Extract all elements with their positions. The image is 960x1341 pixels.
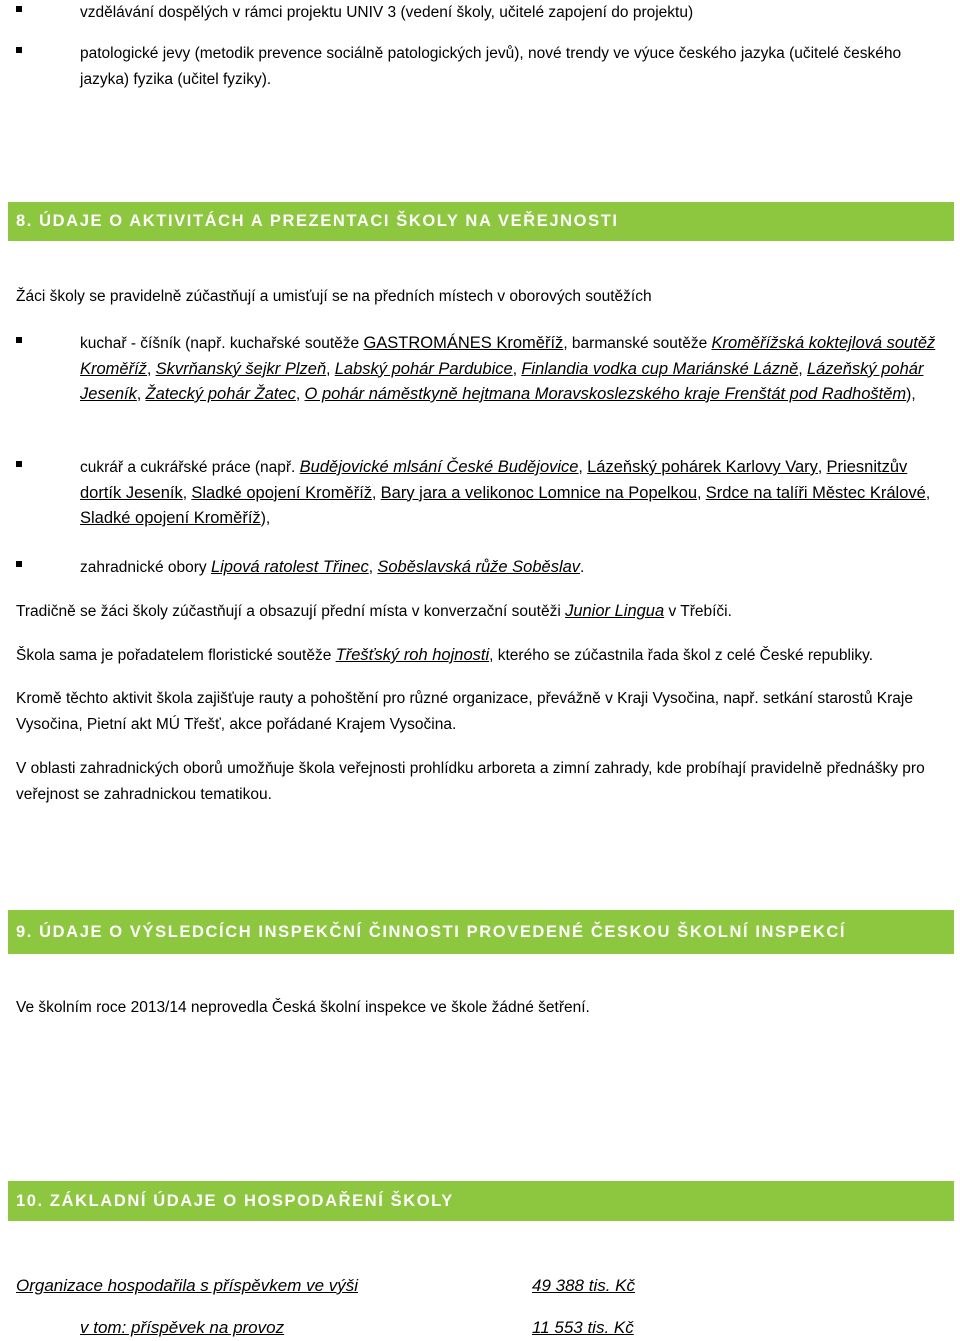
competition-link[interactable]: GASTROMÁNES Kroměříž [363, 334, 564, 352]
text: ), [260, 510, 271, 527]
separator: , [368, 559, 378, 576]
finance-operation-value: 11 553 tis. Kč [532, 1318, 634, 1337]
list-item [16, 41, 946, 92]
competition-link[interactable]: Žatecký pohár Žatec [145, 385, 296, 403]
list-item-text [80, 455, 946, 532]
section-8-heading-text: 8. ÚDAJE O AKTIVITÁCH A PREZENTACI ŠKOLY NA VEŘEJNOSTI [16, 212, 619, 230]
separator: , [295, 386, 305, 403]
separator: , [697, 484, 706, 502]
text: ), [906, 386, 916, 403]
separator: , [578, 459, 588, 476]
bullet-icon [16, 47, 22, 53]
list-item-text [80, 555, 946, 581]
separator: , [182, 484, 192, 502]
competition-link[interactable]: Skvrňanský šejkr Plzeň [155, 359, 327, 378]
competition-link[interactable]: Labský pohár Pardubice [334, 359, 513, 378]
competition-link[interactable]: O pohár náměstkyně hejtmana Moravskoslezského kraje Frenštát pod Radhoštěm [304, 385, 907, 403]
competition-link[interactable]: Lázeňský pohár Jeseník [80, 359, 924, 403]
separator: , [798, 360, 807, 378]
bullet-icon [16, 337, 22, 343]
text: Škola sama je pořadatelem floristické soutěže [16, 647, 336, 664]
text: . [580, 559, 585, 576]
text: zahradnické obory [80, 559, 211, 576]
separator: , [146, 360, 156, 378]
list-item-cook [16, 331, 946, 408]
competition-link[interactable]: Finlandia vodka cup Mariánské Lázně [521, 359, 799, 378]
section-8-heading [8, 202, 954, 241]
paragraph-arboretum: V oblasti zahradnických oborů umožňuje škola veřejnosti prohlídku arboreta a zimní zahrady, kde probíhají pravidelně přednášky pro veřejnost se zahradnickou tematikou. [16, 760, 925, 803]
section-9-heading [8, 910, 954, 954]
list-item-gardening [16, 555, 946, 581]
list-item-confectioner [16, 455, 946, 532]
list-item-text: vzdělávání dospělých v rámci projektu UNIV 3 (vedení školy, učitelé zapojení do projektu) [80, 4, 694, 21]
finance-total-value: 49 388 tis. Kč [532, 1276, 636, 1295]
competition-link[interactable]: Třešťský roh hojnosti [335, 646, 490, 664]
competition-link[interactable]: Sladké opojení Kroměříž [80, 509, 261, 527]
text: cukrář a cukrářské práce (např. [80, 459, 300, 476]
text: , barmanské soutěže [563, 335, 712, 352]
text: v Třebíči. [664, 603, 732, 620]
paragraph-floristry [16, 642, 946, 669]
list-item [16, 0, 946, 26]
finance-total-label: Organizace hospodařila s příspěvkem ve výši [16, 1276, 359, 1295]
section-9-text: Ve školním roce 2013/14 neprovedla Česká školní inspekce ve škole žádné šetření. [16, 999, 590, 1016]
competition-link[interactable]: Soběslavská růže Soběslav [377, 558, 581, 576]
competition-link[interactable]: Srdce na talíři Městec Králové [705, 483, 926, 502]
competition-link[interactable]: Lipová ratolest Třinec [210, 558, 369, 576]
paragraph-catering: Kromě těchto aktivit škola zajišťuje rauty a pohoštění pro různé organizace, převážně v Kraji Vysočina, např. setkání starostů Kraje Vysočina, Pietní akt MÚ Třešť, akce pořádané Krajem Vysočina. [16, 690, 913, 733]
list-item-text: patologické jevy (metodik prevence sociálně patologických jevů), nové trendy ve výuce českého jazyka (učitelé českého jazyka) fyzika (učitel fyziky). [80, 45, 902, 88]
competition-link[interactable]: Junior Lingua [565, 602, 665, 620]
competition-link[interactable]: Kroměřížská koktejlová soutěž Kroměříž [80, 334, 936, 378]
competition-link[interactable]: Sladké opojení Kroměříž [191, 483, 373, 502]
list-item-text [80, 331, 946, 408]
section-10-heading [8, 1181, 954, 1221]
bullet-icon [16, 561, 22, 567]
separator: , [817, 459, 827, 476]
separator: , [372, 484, 381, 502]
separator: , [512, 360, 522, 378]
section-8-intro: Žáci školy se pravidelně zúčastňují a umisťují se na předních místech v oborových soutěžích [16, 288, 652, 305]
section-9-heading-text: 9. ÚDAJE O VÝSLEDCÍCH INSPEKČNÍ ČINNOSTI PROVEDENÉ ČESKOU ŠKOLNÍ INSPEKCÍ [16, 923, 847, 941]
bullet-icon [16, 6, 22, 12]
separator: , [925, 484, 931, 502]
competition-link[interactable]: Priesnitzův dortík Jeseník [80, 458, 908, 502]
competition-link[interactable]: Bary jara a velikonoc Lomnice na Popelkou [380, 483, 698, 502]
competition-link[interactable]: Lázeňský pohárek Karlovy Vary [587, 458, 818, 476]
separator: , [136, 386, 146, 403]
competition-link[interactable]: Budějovické mlsání České Budějovice [299, 458, 579, 476]
bullet-icon [16, 461, 22, 467]
text: Tradičně se žáci školy zúčastňují a obsazují přední místa v konverzační soutěži [16, 603, 566, 620]
separator: , [326, 360, 335, 378]
text: , kterého se zúčastnila řada škol z celé České republiky. [489, 647, 874, 664]
paragraph-junior-lingua [16, 598, 946, 625]
finance-operation-label: v tom: příspěvek na provoz [80, 1318, 285, 1337]
section-10-heading-text: 10. ZÁKLADNÍ ÚDAJE O HOSPODAŘENÍ ŠKOLY [16, 1192, 454, 1210]
text: kuchař - číšník (např. kuchařské soutěže [80, 335, 364, 352]
